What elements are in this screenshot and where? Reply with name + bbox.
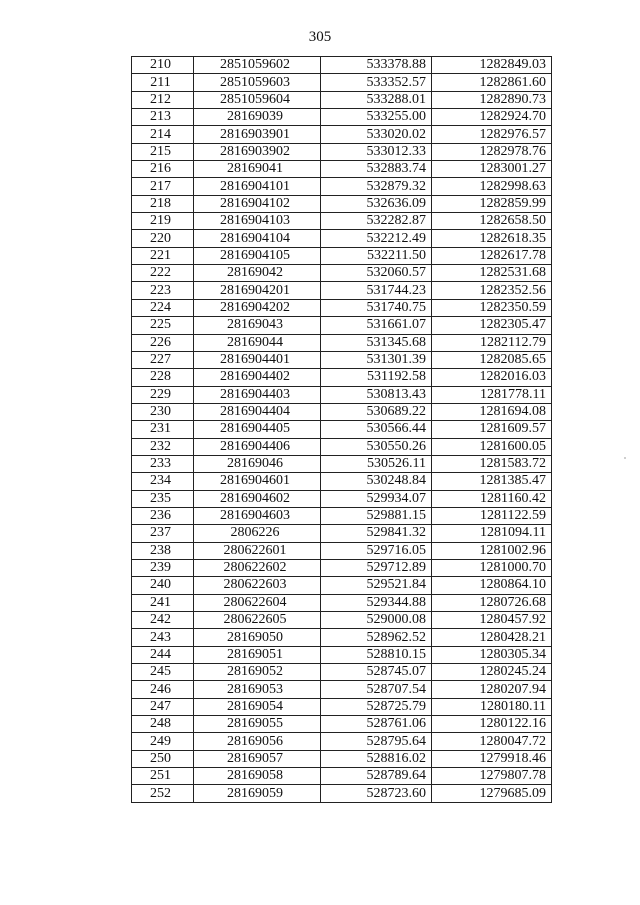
x-coordinate-cell: 528795.64 [321,733,432,750]
y-coordinate-cell: 1282305.47 [432,317,552,334]
table-row [132,282,552,299]
point-id-cell: 28169051 [194,646,321,663]
y-coordinate-cell: 1280457.92 [432,612,552,629]
row-index-cell: 224 [132,299,194,316]
y-coordinate-cell: 1280122.16 [432,716,552,733]
table-row [132,629,552,646]
point-id-cell: 2816904105 [194,247,321,264]
point-id-cell: 2816904602 [194,490,321,507]
x-coordinate-cell: 529712.89 [321,559,432,576]
x-coordinate-cell: 529934.07 [321,490,432,507]
x-coordinate-cell: 529841.32 [321,525,432,542]
point-id-cell: 28169057 [194,750,321,767]
table-row [132,161,552,178]
row-index-cell: 246 [132,681,194,698]
row-index-cell: 242 [132,612,194,629]
row-index-cell: 234 [132,473,194,490]
y-coordinate-cell: 1282859.99 [432,195,552,212]
table-row [132,664,552,681]
point-id-cell: 2816904201 [194,282,321,299]
y-coordinate-cell: 1281600.05 [432,438,552,455]
y-coordinate-cell: 1282861.60 [432,74,552,91]
row-index-cell: 214 [132,126,194,143]
y-coordinate-cell: 1282924.70 [432,109,552,126]
point-id-cell: 2816904406 [194,438,321,455]
y-coordinate-cell: 1280207.94 [432,681,552,698]
y-coordinate-cell: 1282085.65 [432,351,552,368]
point-id-cell: 2816903902 [194,143,321,160]
table-row [132,473,552,490]
row-index-cell: 244 [132,646,194,663]
table-body [132,57,552,803]
x-coordinate-cell: 532636.09 [321,195,432,212]
x-coordinate-cell: 532883.74 [321,161,432,178]
x-coordinate-cell: 533378.88 [321,57,432,74]
x-coordinate-cell: 528962.52 [321,629,432,646]
x-coordinate-cell: 530550.26 [321,438,432,455]
row-index-cell: 249 [132,733,194,750]
x-coordinate-cell: 529716.05 [321,542,432,559]
point-id-cell: 28169054 [194,698,321,715]
x-coordinate-cell: 528725.79 [321,698,432,715]
y-coordinate-cell: 1280180.11 [432,698,552,715]
row-index-cell: 239 [132,559,194,576]
table-row [132,698,552,715]
y-coordinate-cell: 1281694.08 [432,403,552,420]
y-coordinate-cell: 1282998.63 [432,178,552,195]
row-index-cell: 247 [132,698,194,715]
point-id-cell: 2816904404 [194,403,321,420]
x-coordinate-cell: 530248.84 [321,473,432,490]
row-index-cell: 221 [132,247,194,264]
table-row [132,594,552,611]
row-index-cell: 226 [132,334,194,351]
row-index-cell: 230 [132,403,194,420]
y-coordinate-cell: 1280047.72 [432,733,552,750]
x-coordinate-cell: 532282.87 [321,213,432,230]
y-coordinate-cell: 1280428.21 [432,629,552,646]
x-coordinate-cell: 530813.43 [321,386,432,403]
table-row [132,403,552,420]
y-coordinate-cell: 1280245.24 [432,664,552,681]
table-row [132,646,552,663]
point-id-cell: 2816903901 [194,126,321,143]
table-row [132,91,552,108]
point-id-cell: 28169042 [194,265,321,282]
point-id-cell: 2816904104 [194,230,321,247]
table-row [132,178,552,195]
row-index-cell: 216 [132,161,194,178]
x-coordinate-cell: 531192.58 [321,369,432,386]
table-row [132,317,552,334]
point-id-cell: 2816904102 [194,195,321,212]
y-coordinate-cell: 1282618.35 [432,230,552,247]
x-coordinate-cell: 532212.49 [321,230,432,247]
point-id-cell: 28169043 [194,317,321,334]
point-id-cell: 28169056 [194,733,321,750]
row-index-cell: 229 [132,386,194,403]
coordinates-table [131,56,552,803]
row-index-cell: 210 [132,57,194,74]
row-index-cell: 233 [132,455,194,472]
point-id-cell: 2816904402 [194,369,321,386]
row-index-cell: 252 [132,785,194,802]
point-id-cell: 2851059603 [194,74,321,91]
x-coordinate-cell: 532060.57 [321,265,432,282]
point-id-cell: 28169058 [194,768,321,785]
point-id-cell: 2816904403 [194,386,321,403]
scan-speck [624,457,626,459]
y-coordinate-cell: 1279685.09 [432,785,552,802]
row-index-cell: 235 [132,490,194,507]
y-coordinate-cell: 1280305.34 [432,646,552,663]
point-id-cell: 28169053 [194,681,321,698]
x-coordinate-cell: 531301.39 [321,351,432,368]
point-id-cell: 2816904601 [194,473,321,490]
x-coordinate-cell: 530566.44 [321,421,432,438]
y-coordinate-cell: 1282112.79 [432,334,552,351]
point-id-cell: 280622605 [194,612,321,629]
row-index-cell: 220 [132,230,194,247]
row-index-cell: 211 [132,74,194,91]
x-coordinate-cell: 530526.11 [321,455,432,472]
row-index-cell: 227 [132,351,194,368]
table-row [132,351,552,368]
table-row [132,213,552,230]
row-index-cell: 236 [132,507,194,524]
point-id-cell: 280622603 [194,577,321,594]
row-index-cell: 240 [132,577,194,594]
y-coordinate-cell: 1282531.68 [432,265,552,282]
point-id-cell: 2851059604 [194,91,321,108]
x-coordinate-cell: 532879.32 [321,178,432,195]
page-number: 305 [308,29,332,45]
y-coordinate-cell: 1281002.96 [432,542,552,559]
row-index-cell: 213 [132,109,194,126]
row-index-cell: 223 [132,282,194,299]
table-row [132,768,552,785]
y-coordinate-cell: 1281583.72 [432,455,552,472]
x-coordinate-cell: 531661.07 [321,317,432,334]
point-id-cell: 28169059 [194,785,321,802]
x-coordinate-cell: 529521.84 [321,577,432,594]
row-index-cell: 222 [132,265,194,282]
y-coordinate-cell: 1280864.10 [432,577,552,594]
point-id-cell: 28169055 [194,716,321,733]
x-coordinate-cell: 533255.00 [321,109,432,126]
y-coordinate-cell: 1283001.27 [432,161,552,178]
row-index-cell: 238 [132,542,194,559]
y-coordinate-cell: 1281385.47 [432,473,552,490]
y-coordinate-cell: 1282890.73 [432,91,552,108]
row-index-cell: 248 [132,716,194,733]
point-id-cell: 28169044 [194,334,321,351]
x-coordinate-cell: 528761.06 [321,716,432,733]
x-coordinate-cell: 528707.54 [321,681,432,698]
table-row [132,195,552,212]
point-id-cell: 2816904101 [194,178,321,195]
x-coordinate-cell: 528816.02 [321,750,432,767]
y-coordinate-cell: 1281609.57 [432,421,552,438]
x-coordinate-cell: 531345.68 [321,334,432,351]
y-coordinate-cell: 1282617.78 [432,247,552,264]
table-row [132,57,552,74]
x-coordinate-cell: 533288.01 [321,91,432,108]
point-id-cell: 28169052 [194,664,321,681]
y-coordinate-cell: 1281122.59 [432,507,552,524]
x-coordinate-cell: 530689.22 [321,403,432,420]
point-id-cell: 2816904603 [194,507,321,524]
point-id-cell: 2851059602 [194,57,321,74]
point-id-cell: 2816904202 [194,299,321,316]
x-coordinate-cell: 529344.88 [321,594,432,611]
table-row [132,247,552,264]
point-id-cell: 2816904401 [194,351,321,368]
y-coordinate-cell: 1281160.42 [432,490,552,507]
table-row [132,265,552,282]
x-coordinate-cell: 533012.33 [321,143,432,160]
point-id-cell: 280622602 [194,559,321,576]
y-coordinate-cell: 1282849.03 [432,57,552,74]
table-row [132,733,552,750]
table-row [132,577,552,594]
table-row [132,612,552,629]
table-row [132,334,552,351]
point-id-cell: 28169050 [194,629,321,646]
table-row [132,126,552,143]
y-coordinate-cell: 1282658.50 [432,213,552,230]
y-coordinate-cell: 1279807.78 [432,768,552,785]
table-row [132,386,552,403]
y-coordinate-cell: 1281000.70 [432,559,552,576]
y-coordinate-cell: 1282350.59 [432,299,552,316]
table-row [132,716,552,733]
x-coordinate-cell: 533352.57 [321,74,432,91]
y-coordinate-cell: 1282978.76 [432,143,552,160]
row-index-cell: 217 [132,178,194,195]
point-id-cell: 28169041 [194,161,321,178]
row-index-cell: 225 [132,317,194,334]
table-row [132,74,552,91]
x-coordinate-cell: 531740.75 [321,299,432,316]
y-coordinate-cell: 1280726.68 [432,594,552,611]
table-row [132,785,552,802]
point-id-cell: 28169039 [194,109,321,126]
y-coordinate-cell: 1279918.46 [432,750,552,767]
point-id-cell: 2816904405 [194,421,321,438]
table-row [132,230,552,247]
point-id-cell: 280622601 [194,542,321,559]
x-coordinate-cell: 531744.23 [321,282,432,299]
table-row [132,109,552,126]
row-index-cell: 212 [132,91,194,108]
table-row [132,421,552,438]
row-index-cell: 218 [132,195,194,212]
row-index-cell: 251 [132,768,194,785]
point-id-cell: 2806226 [194,525,321,542]
table-row [132,299,552,316]
table-row [132,369,552,386]
table-row [132,525,552,542]
table-row [132,438,552,455]
row-index-cell: 219 [132,213,194,230]
x-coordinate-cell: 528810.15 [321,646,432,663]
row-index-cell: 228 [132,369,194,386]
x-coordinate-cell: 529881.15 [321,507,432,524]
row-index-cell: 232 [132,438,194,455]
y-coordinate-cell: 1282016.03 [432,369,552,386]
x-coordinate-cell: 533020.02 [321,126,432,143]
table-row [132,681,552,698]
table-row [132,542,552,559]
point-id-cell: 2816904103 [194,213,321,230]
point-id-cell: 28169046 [194,455,321,472]
table-row [132,559,552,576]
y-coordinate-cell: 1282352.56 [432,282,552,299]
row-index-cell: 237 [132,525,194,542]
y-coordinate-cell: 1281094.11 [432,525,552,542]
x-coordinate-cell: 529000.08 [321,612,432,629]
x-coordinate-cell: 528745.07 [321,664,432,681]
row-index-cell: 250 [132,750,194,767]
table-row [132,455,552,472]
y-coordinate-cell: 1282976.57 [432,126,552,143]
y-coordinate-cell: 1281778.11 [432,386,552,403]
table-row [132,490,552,507]
table-row [132,143,552,160]
row-index-cell: 243 [132,629,194,646]
table-row [132,750,552,767]
row-index-cell: 231 [132,421,194,438]
row-index-cell: 241 [132,594,194,611]
x-coordinate-cell: 528723.60 [321,785,432,802]
x-coordinate-cell: 532211.50 [321,247,432,264]
table-row [132,507,552,524]
point-id-cell: 280622604 [194,594,321,611]
row-index-cell: 215 [132,143,194,160]
row-index-cell: 245 [132,664,194,681]
x-coordinate-cell: 528789.64 [321,768,432,785]
